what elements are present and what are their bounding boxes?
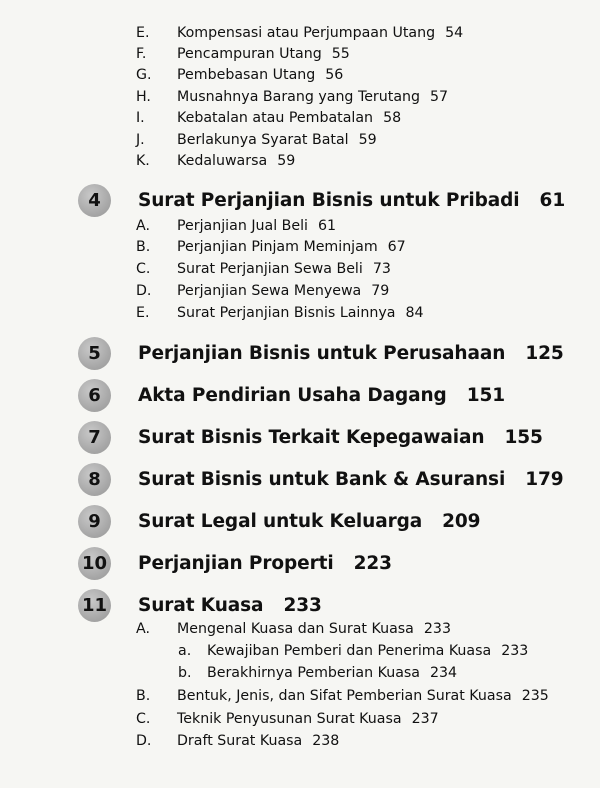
chapter-number-badge: 11 — [78, 589, 111, 622]
chapter-title: Surat Legal untuk Keluarga 209 — [138, 511, 481, 532]
chapter-heading — [0, 337, 600, 369]
chapter-number-badge: 4 — [78, 184, 111, 217]
chapter-heading — [0, 589, 600, 621]
chapter-title: Surat Perjanjian Bisnis untuk Pribadi 61 — [138, 190, 566, 211]
chapter-heading — [0, 184, 600, 216]
chapter-title: Surat Bisnis untuk Bank & Asuransi 179 — [138, 469, 564, 490]
chapter-number-badge: 7 — [78, 421, 111, 454]
chapter-title: Surat Kuasa 233 — [138, 595, 322, 616]
chapter-number-badge: 10 — [78, 547, 111, 580]
chapter-title: Surat Bisnis Terkait Kepegawaian 155 — [138, 427, 543, 448]
chapter-title: Perjanjian Bisnis untuk Perusahaan 125 — [138, 343, 564, 364]
chapter-heading — [0, 505, 600, 537]
chapter-number-badge: 5 — [78, 337, 111, 370]
chapter-heading — [0, 547, 600, 579]
chapter-title: Perjanjian Properti 223 — [138, 553, 392, 574]
chapter-number-badge: 8 — [78, 463, 111, 496]
chapter-heading — [0, 379, 600, 411]
chapter-heading — [0, 463, 600, 495]
chapter-number-badge: 6 — [78, 379, 111, 412]
chapter-heading — [0, 421, 600, 453]
chapter-number-badge: 9 — [78, 505, 111, 538]
chapter-title: Akta Pendirian Usaha Dagang 151 — [138, 385, 506, 406]
